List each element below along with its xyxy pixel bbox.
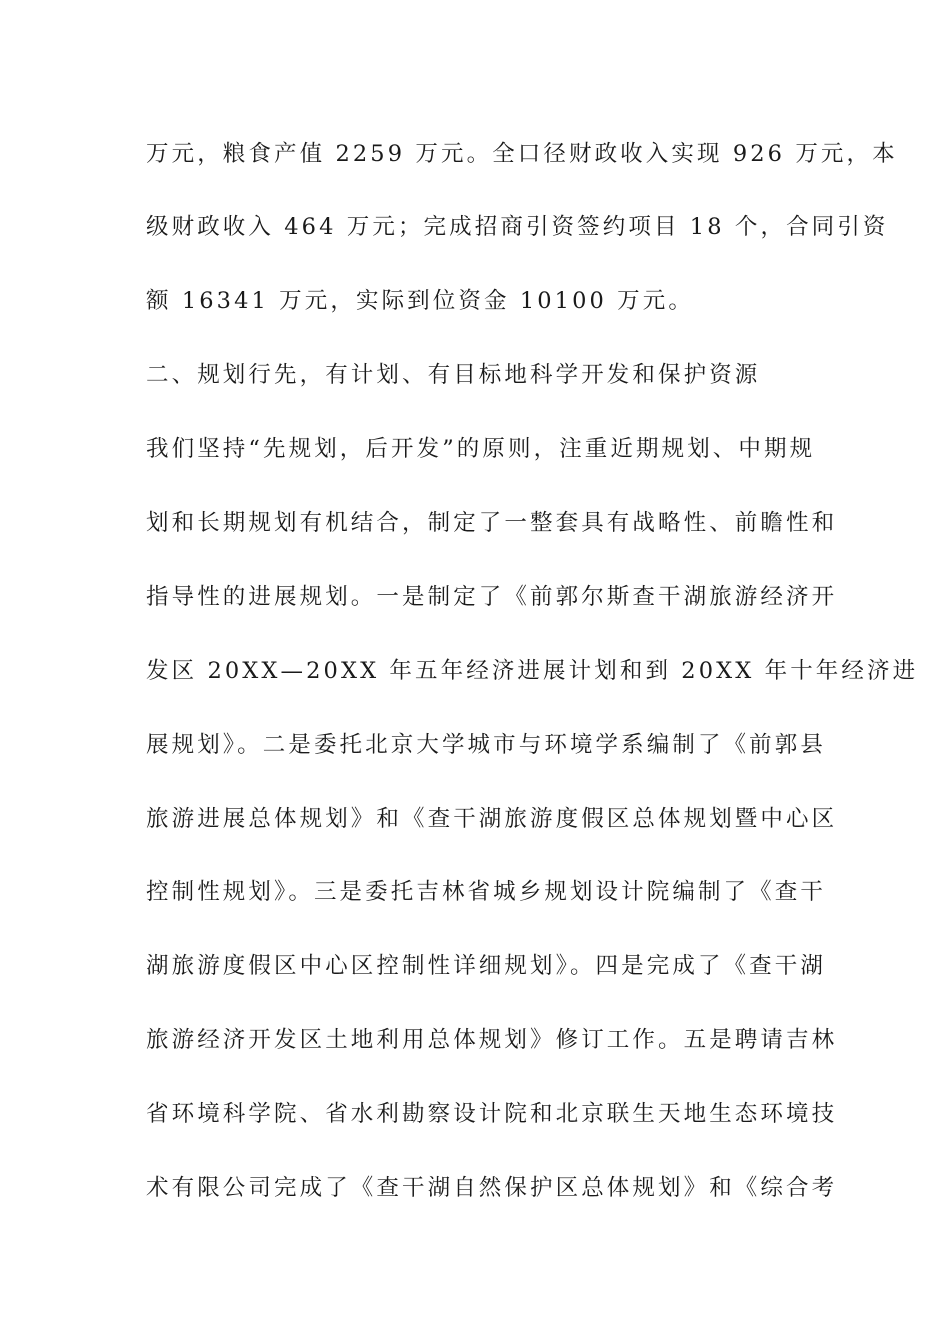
section-heading: 二、规划行先，有计划、有目标地科学开发和保护资源 (146, 362, 761, 388)
text-line: 发区 20XX—20XX 年五年经济进展计划和到 20XX 年十年经济进 (146, 658, 919, 684)
text-line: 省环境科学院、省水利勘察设计院和北京联生天地生态环境技 (146, 1101, 838, 1127)
text-line: 我们坚持“先规划，后开发”的原则，注重近期规划、中期规 (146, 436, 816, 462)
text-line: 旅游进展总体规划》和《查干湖旅游度假区总体规划暨中心区 (146, 806, 838, 832)
text-line: 额 16341 万元，实际到位资金 10100 万元。 (146, 288, 694, 314)
text-line: 湖旅游度假区中心区控制性详细规划》。四是完成了《查干湖 (146, 953, 826, 979)
text-line: 指导性的进展规划。一是制定了《前郭尔斯查干湖旅游经济开 (146, 584, 838, 610)
text-line: 术有限公司完成了《查干湖自然保护区总体规划》和《综合考 (146, 1175, 838, 1201)
text-line: 展规划》。二是委托北京大学城市与环境学系编制了《前郭县 (146, 732, 826, 758)
text-line: 控制性规划》。三是委托吉林省城乡规划设计院编制了《查干 (146, 879, 826, 905)
text-line: 万元，粮食产值 2259 万元。全口径财政收入实现 926 万元，本 (146, 141, 898, 167)
text-line: 划和长期规划有机结合，制定了一整套具有战略性、前瞻性和 (146, 510, 838, 536)
text-line: 旅游经济开发区土地利用总体规划》修订工作。五是聘请吉林 (146, 1027, 838, 1053)
text-line: 级财政收入 464 万元；完成招商引资签约项目 18 个，合同引资 (146, 214, 889, 240)
